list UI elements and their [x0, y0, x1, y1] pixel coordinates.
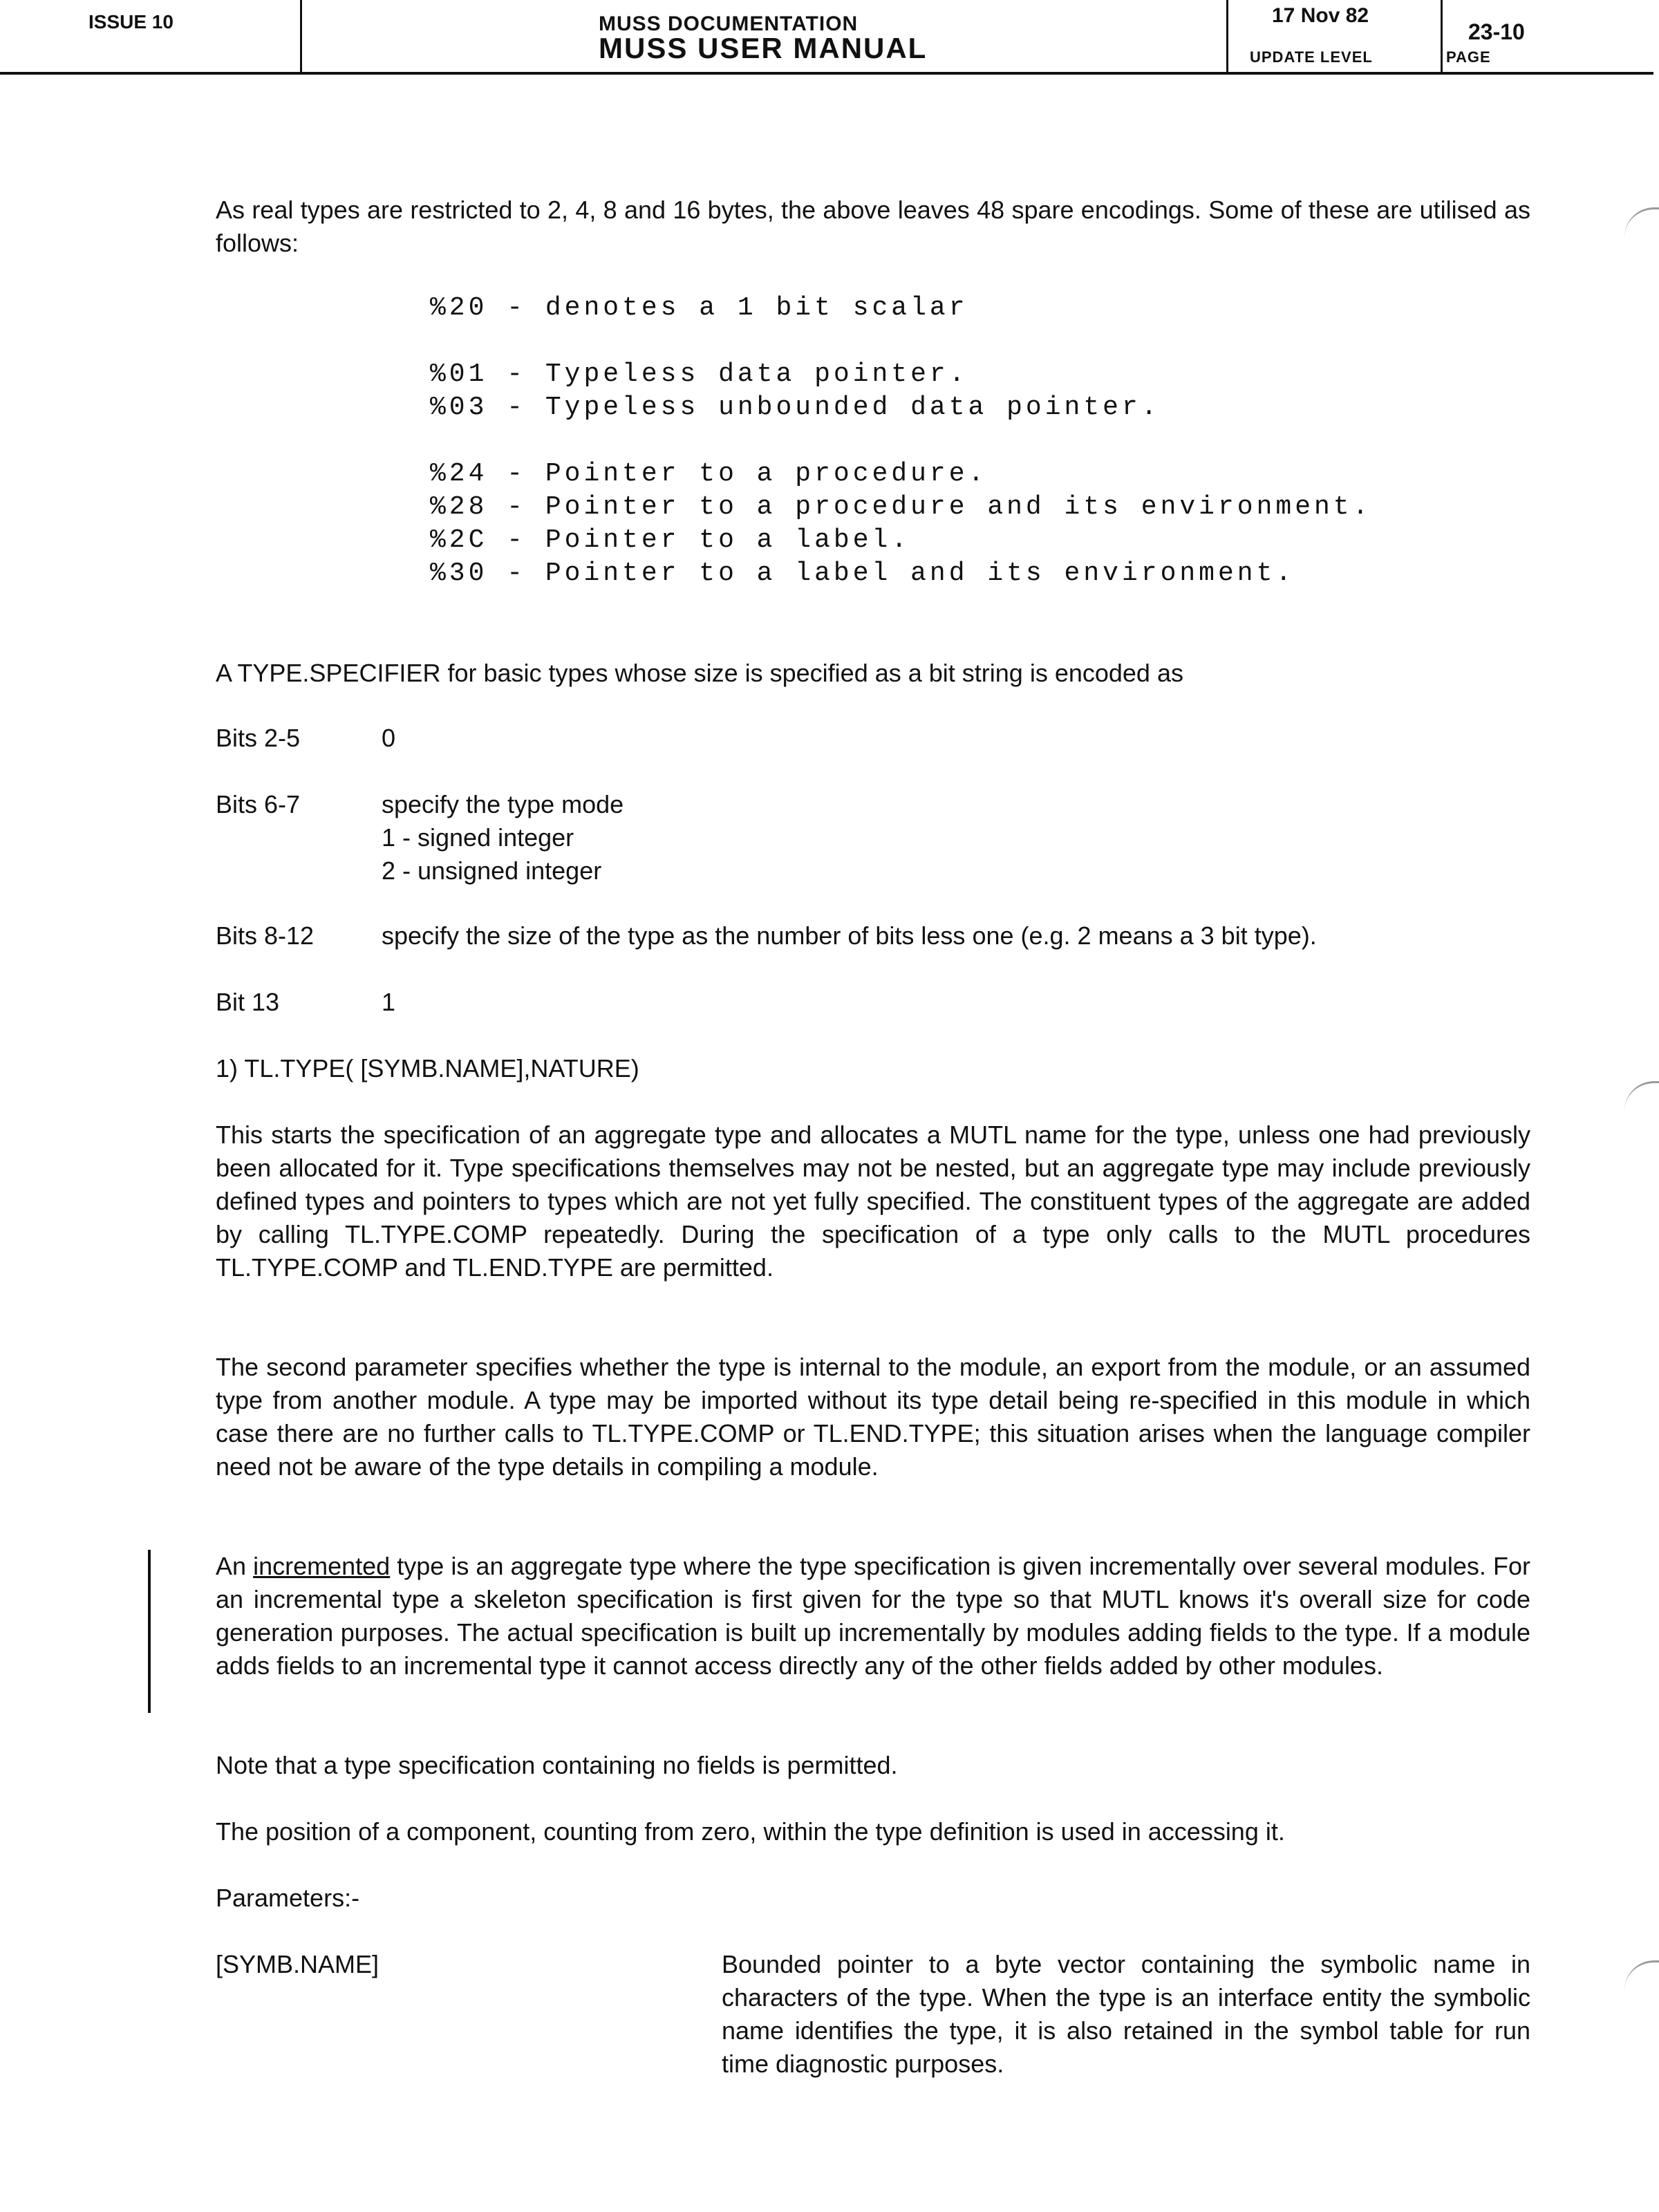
description-paragraph: This starts the specification of an aggregate type and allocates a MUTL name for the type, unless one had previously been allocated for it. Type specifications themselves may not be nested, but an aggregate type may include previously defined types and pointers to types which are not yet fully specified. The constituent types of the aggregate are added by calling TL.TYPE.COMP repeatedly. During the specification of a type only calls to the MUTL procedures TL.TYPE.COMP and TL.END.TYPE are permitted. [216, 1121, 1530, 1282]
header-divider [1441, 0, 1443, 72]
encoding-item: %28 - Pointer to a procedure and its environment. [430, 492, 1372, 522]
update-date: 17 Nov 82 [1272, 4, 1369, 27]
margin-mark [1624, 1960, 1659, 1990]
parameter-description: Bounded pointer to a byte vector containing the symbolic name in characters of the type. When the type is an interface entity the symbolic name identifies the type, it is also retained in the symbol table for run time diagnostic purposes. [722, 1950, 1530, 2078]
margin-mark [1624, 207, 1659, 237]
encoding-item: %01 - Typeless data pointer. [430, 359, 968, 389]
encoding-code: %28 [430, 492, 488, 522]
bit-description-line: 0 [382, 724, 396, 752]
issue-label: ISSUE 10 [88, 11, 174, 32]
bit-description [382, 788, 624, 888]
page-number: 23-10 [1468, 19, 1525, 44]
encoding-text: Pointer to a label. [545, 525, 911, 555]
bit-description [382, 919, 1317, 953]
encoding-code: %24 [430, 459, 488, 489]
parameters-heading: Parameters:- [216, 1884, 360, 1912]
encoding-text: Typeless unbounded data pointer. [545, 393, 1161, 422]
intro-paragraph: As real types are restricted to 2, 4, 8 and 16 bytes, the above leaves 48 spare encodings. Some of these are utilised as follows: [216, 196, 1530, 257]
header-divider [1226, 0, 1228, 72]
encoding-item: %2C - Pointer to a label. [430, 525, 911, 555]
update-level-label: UPDATE LEVEL [1250, 48, 1373, 66]
encoding-item: %20 - denotes a 1 bit scalar [430, 293, 968, 323]
encoding-code: %01 [430, 359, 488, 389]
bit-label: Bit 13 [216, 988, 280, 1016]
underlined-term: incremented [253, 1552, 391, 1580]
incremented-paragraph [216, 1550, 1530, 1683]
bit-label: Bits 6-7 [216, 790, 301, 818]
position-paragraph: The position of a component, counting from zero, within the type definition is used in accessing it. [216, 1817, 1285, 1846]
encoding-item: %30 - Pointer to a label and its environment. [430, 559, 1295, 588]
encoding-text: Typeless data pointer. [545, 359, 968, 389]
bit-description-line: 1 [382, 988, 396, 1016]
encoding-code: %03 [430, 393, 488, 422]
header-divider [300, 0, 302, 72]
change-bar [148, 1550, 151, 1713]
encoding-text: denotes a 1 bit scalar [545, 293, 968, 323]
encoding-text: Pointer to a procedure. [545, 459, 988, 489]
encoding-text: Pointer to a procedure and its environment. [545, 492, 1372, 522]
bit-description-line: specify the size of the type as the number of bits less one (e.g. 2 means a 3 bit type). [382, 921, 1317, 950]
bit-description [382, 986, 395, 1019]
paragraph-text: type is an aggregate type where the type specification is given incrementally over several modules. For an incremental type a skeleton specification is first given for the type so that MUTL knows it's overall size for code generation purposes. The actual specification is built up incrementally by modules adding fields to the type. If a module adds fields to an incremental type it cannot access directly any of the other fields added by other modules. [216, 1552, 1530, 1680]
encoding-code: %20 [430, 293, 488, 323]
encoding-code: %2C [430, 525, 488, 555]
nature-paragraph: The second parameter specifies whether the type is internal to the module, an export from the module, or an assumed type from another module. A type may be imported without its type detail being re-specified in this module in which case there are no further calls to TL.TYPE.COMP or TL.END.TYPE; this situation arises when the language compiler need not be aware of the type details in compiling a module. [216, 1353, 1530, 1481]
encoding-item: %03 - Typeless unbounded data pointer. [430, 393, 1161, 422]
header-rule [0, 72, 1653, 75]
encoding-text: Pointer to a label and its environment. [545, 559, 1295, 588]
note-paragraph: Note that a type specification containing no fields is permitted. [216, 1751, 898, 1779]
bit-description-line: specify the type mode [382, 790, 624, 818]
bit-label: Bits 2-5 [216, 724, 301, 752]
page-label: PAGE [1446, 48, 1491, 66]
encoding-item: %24 - Pointer to a procedure. [430, 459, 988, 489]
parameter-name: [SYMB.NAME] [216, 1950, 379, 1978]
paragraph-text: An [216, 1552, 254, 1580]
bit-description [382, 722, 395, 755]
bit-label: Bits 8-12 [216, 921, 315, 950]
margin-mark [1624, 1081, 1659, 1111]
page-header [0, 0, 1659, 75]
manual-title: MUSS USER MANUAL [599, 32, 928, 64]
bit-description-line: 1 - signed integer [382, 823, 574, 852]
doc-series-title: MUSS DOCUMENTATION [599, 12, 859, 35]
bit-description-line: 2 - unsigned integer [382, 856, 602, 885]
procedure-heading: 1) TL.TYPE( [SYMB.NAME],NATURE) [216, 1054, 639, 1082]
encoding-code: %30 [430, 559, 488, 588]
type-specifier-intro: A TYPE.SPECIFIER for basic types whose size is specified as a bit string is encoded as [216, 659, 1183, 687]
